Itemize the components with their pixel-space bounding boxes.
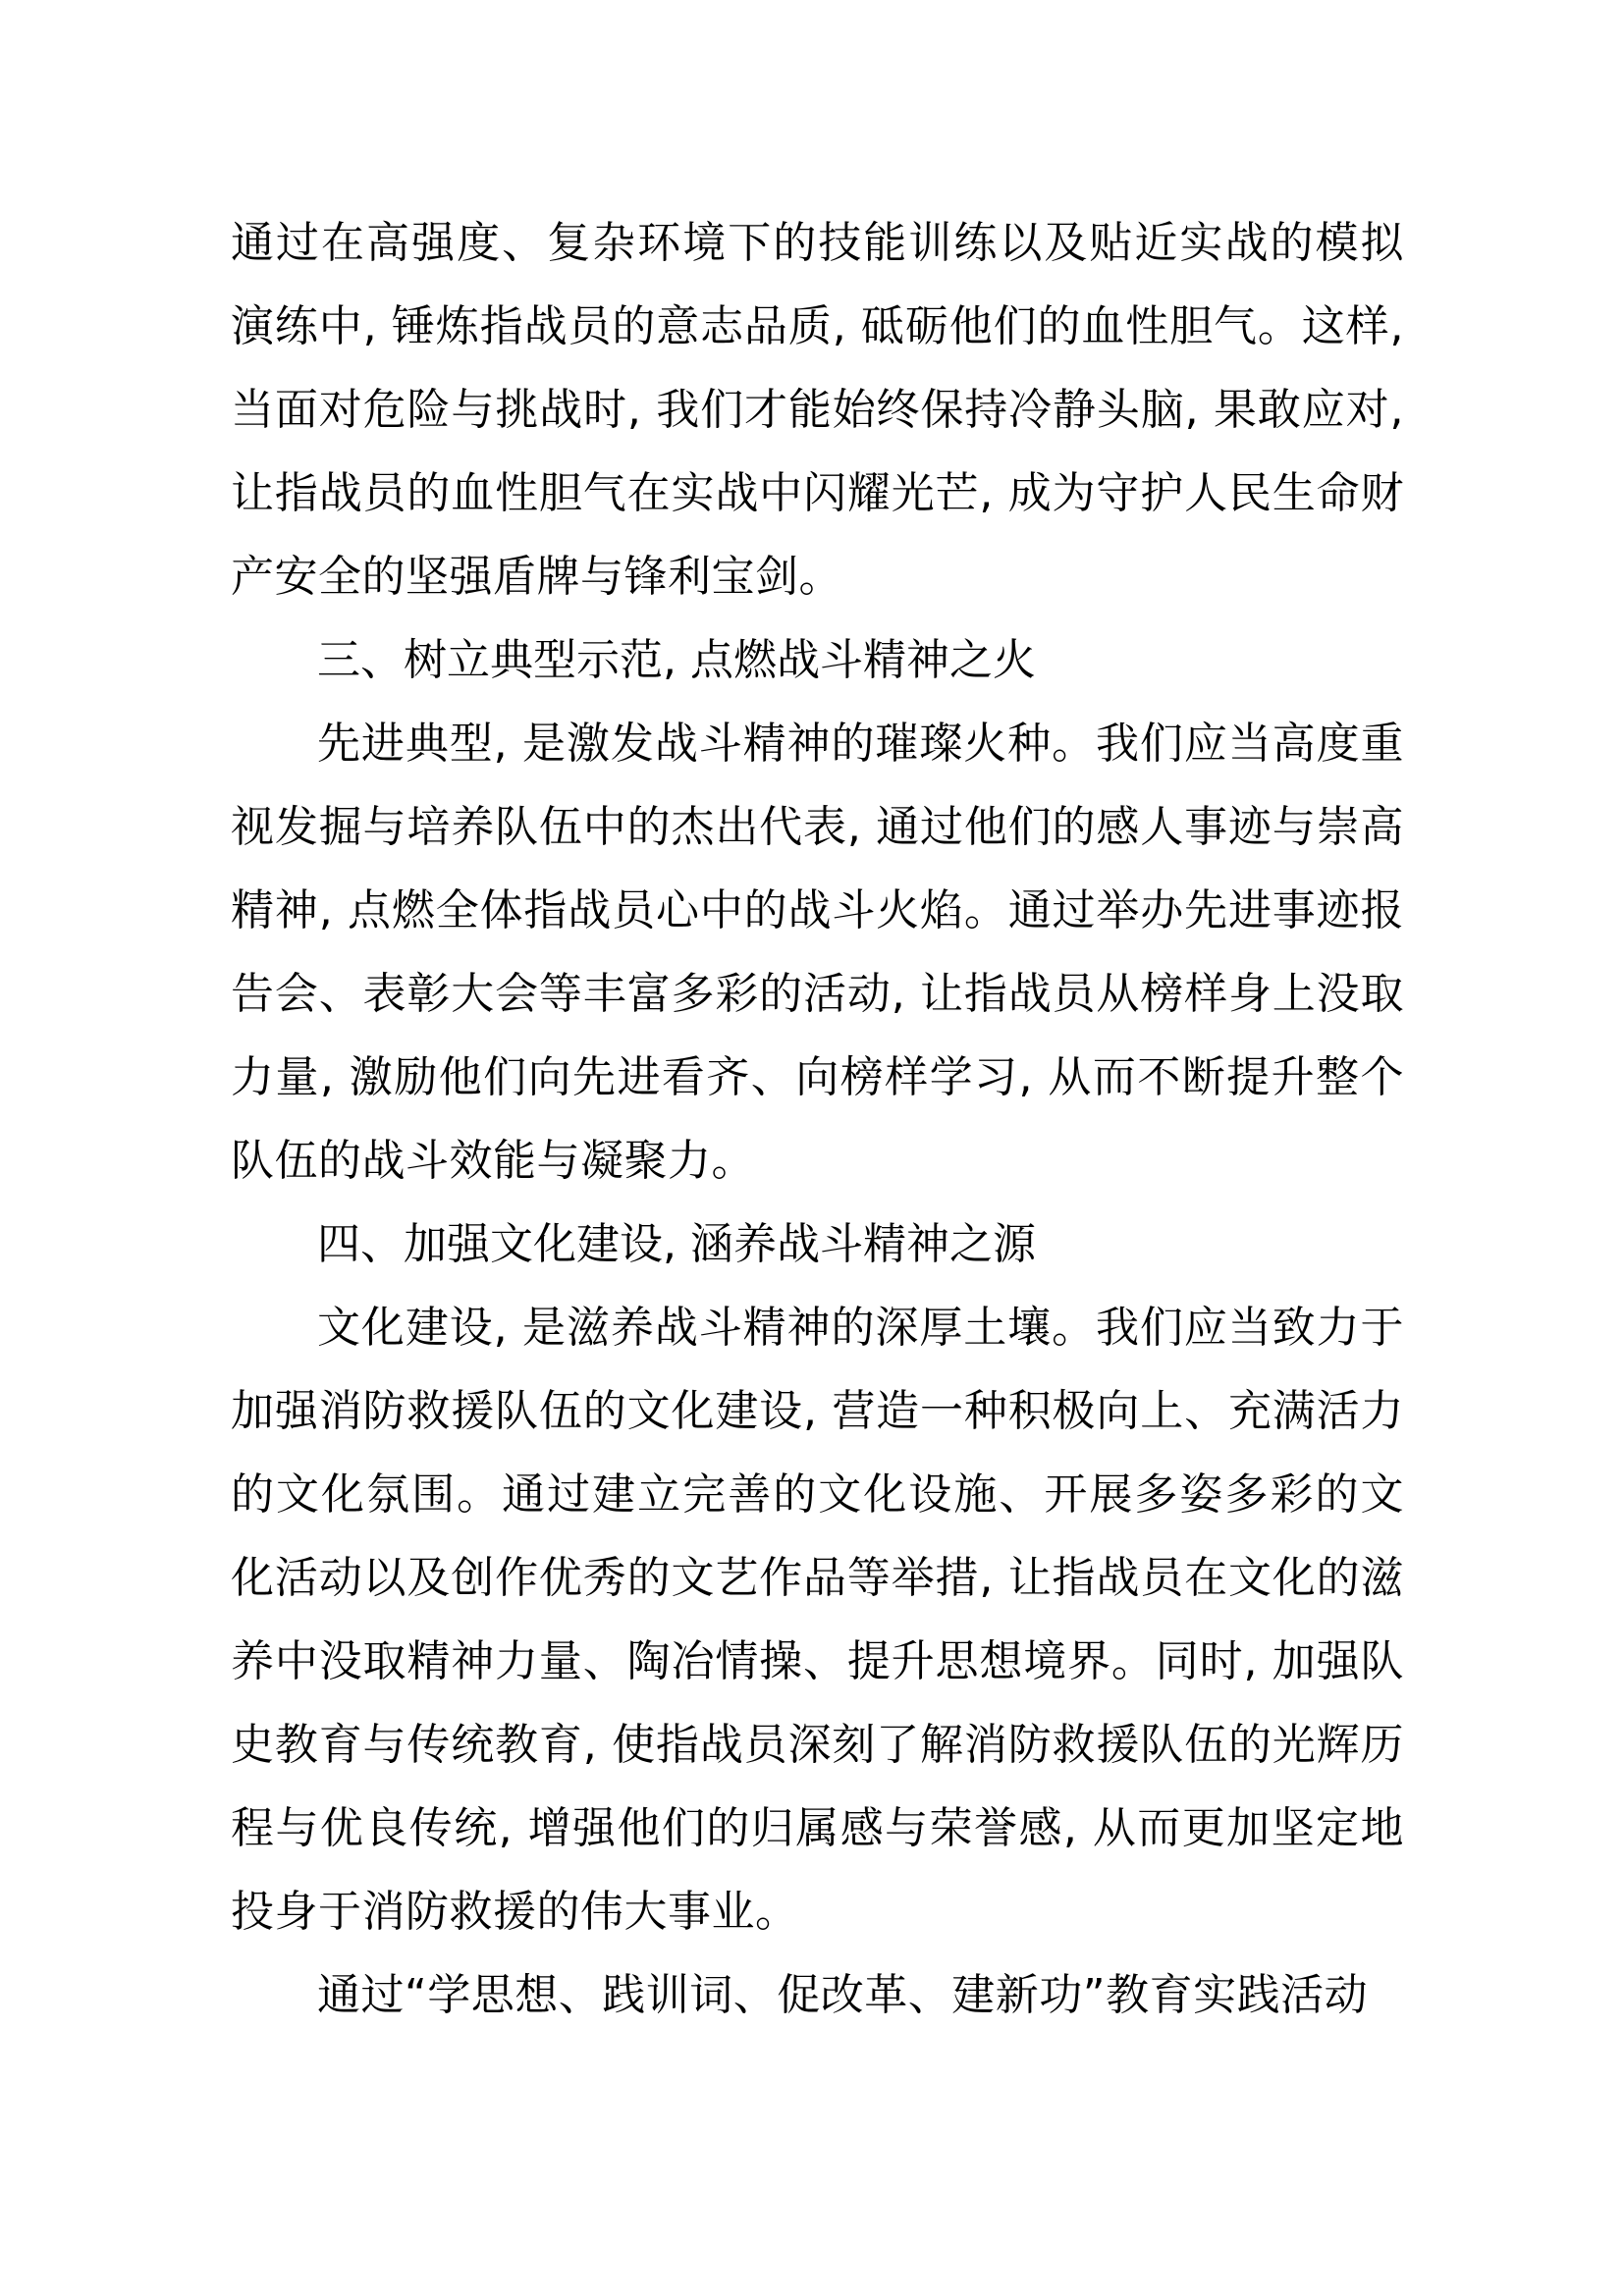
paragraph-education-practice: 通过“学思想、践训词、促改革、建新功”教育实践活动 xyxy=(317,1970,1369,2020)
document-body xyxy=(231,201,1404,2037)
heading-section-three: 三、树立典型示范, 点燃战斗精神之火 xyxy=(317,635,1036,685)
heading-section-four: 四、加强文化建设, 涵养战斗精神之源 xyxy=(317,1219,1036,1269)
paragraph-combat-will: 通过在高强度、复杂环境下的技能训练以及贴近实战的模拟演练中, 锤炼指战员的意志品质, 砥砺他们的血性胆气。这样, 当面对危险与挑战时, 我们才能始终保持冷静头脑, 果敢应对, 让指战员的血性胆气在实战中闪耀光芒, 成为守护人民生命财产安全的坚强盾牌与锋利宝剑。 xyxy=(231,218,1404,602)
paragraph-model-examples: 先进典型, 是激发战斗精神的璀璨火种。我们应当高度重视发掘与培养队伍中的杰出代表, 通过他们的感人事迹与崇高精神, 点燃全体指战员心中的战斗火焰。通过举办先进事迹报告会、表彰大会等丰富多彩的活动, 让指战员从榜样身上没取力量, 激励他们向先进看齐、向榜样学习, 从而不断提升整个队伍的战斗效能与凝聚力。 xyxy=(231,719,1404,1186)
paragraph-culture-construction: 文化建设, 是滋养战斗精神的深厚土壤。我们应当致力于加强消防救援队伍的文化建设, 营造一种积极向上、充满活力的文化氛围。通过建立完善的文化设施、开展多姿多彩的文化活动以及创作优秀的文艺作品等举措, 让指战员在文化的滋养中没取精神力量、陶冶情操、提升思想境界。同时, 加强队史教育与传统教育, 使指战员深刻了解消防救援队伍的光辉历程与优良传统, 增强他们的归属感与荣誉感, 从而更加坚定地投身于消防救援的伟大事业。 xyxy=(231,1303,1404,1937)
